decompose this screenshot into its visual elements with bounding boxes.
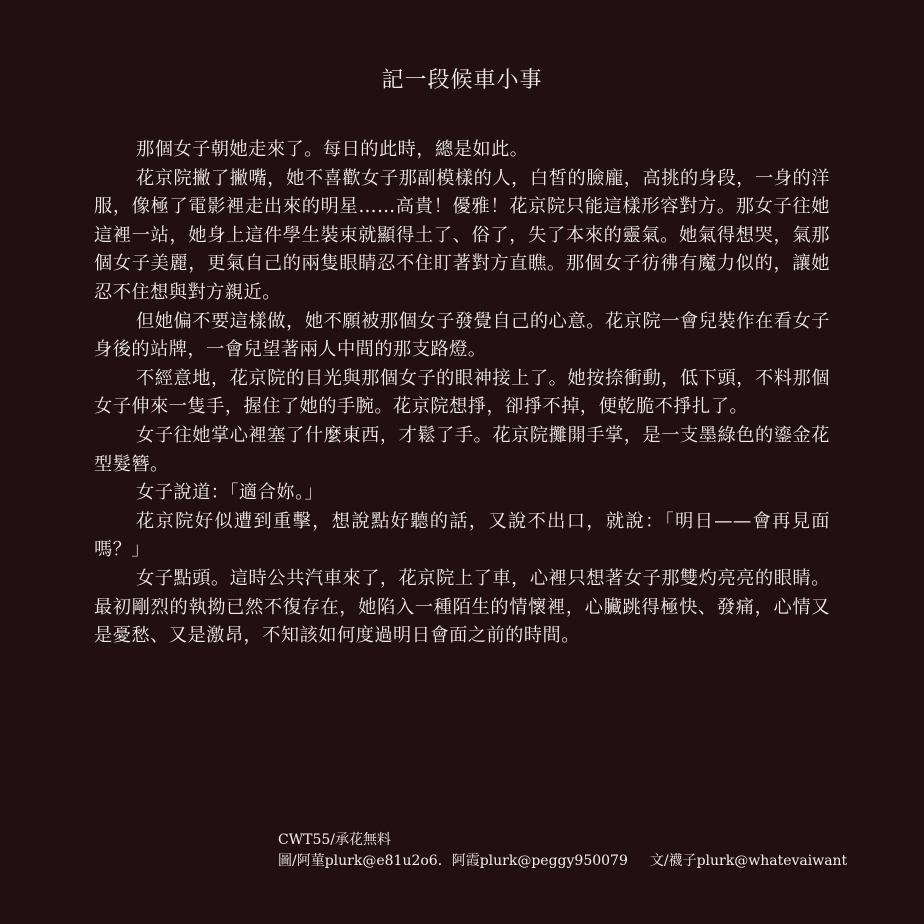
paragraph-6: 女子說道：「適合妳。」 <box>136 482 324 504</box>
title-text: 記一段候車小事 <box>381 68 543 93</box>
paragraph-1: 那個女子朝她走來了。每日的此時，總是如此。 <box>136 139 529 160</box>
paragraph-7: 花京院好似遭到重擊，想說點好聽的話，又說不出口，就說：「明日——會再見面嗎？」 <box>94 510 830 561</box>
paragraph-3: 但她偏不要這樣做，她不願被那個女子發覺自己的心意。花京院一會兒裝作在看女子身後的站牌，一會兒望著兩人中間的那支路燈。 <box>94 310 830 361</box>
story-body <box>94 136 830 651</box>
paragraph-4: 不經意地，花京院的目光與那個女子的眼神接上了。她按捺衝動，低下頭，不料那個女子伸來一隻手，握住了她的手腕。花京院想掙，卻掙不掉，便乾脆不掙扎了。 <box>94 367 830 418</box>
paragraph-5: 女子往她掌心裡塞了什麼東西，才鬆了手。花京院攤開手掌，是一支墨綠色的鎏金花型髮簪。 <box>94 424 830 475</box>
paragraph-2: 花京院撇了撇嘴，她不喜歡女子那副模樣的人，白皙的臉龐，高挑的身段，一身的洋服，像極了電影裡走出來的明星……高貴！優雅！花京院只能這樣形容對方。那女子往她這裡一站，她身上這件學生裝束就顯得土了、俗了，失了本來的靈氣。她氣得想哭，氣那個女子美麗，更氣自己的兩隻眼睛忍不住盯著對方直瞧。那個女子彷彿有魔力似的，讓她忍不住想與對方親近。 <box>94 167 830 303</box>
credits-event: CWT55/承花無料 <box>278 832 391 848</box>
credits-illustration: 圖/阿菫plurk@e81u2o6．阿霞plurk@peggy950079 <box>278 853 628 869</box>
credits-block <box>278 830 847 872</box>
credits-line <box>278 851 847 872</box>
credits-text: 文/襪子plurk@whatevaiwant <box>649 853 848 869</box>
paragraph-8: 女子點頭。這時公共汽車來了，花京院上了車，心裡只想著女子那雙灼亮亮的眼睛。最初剛烈的執拗已然不復存在，她陷入一種陌生的情懷裡，心臟跳得極快、發痛，心情又是憂愁、又是激昂，不知該如何度過明日會面之前的時間。 <box>94 567 830 647</box>
page-title <box>0 64 924 98</box>
